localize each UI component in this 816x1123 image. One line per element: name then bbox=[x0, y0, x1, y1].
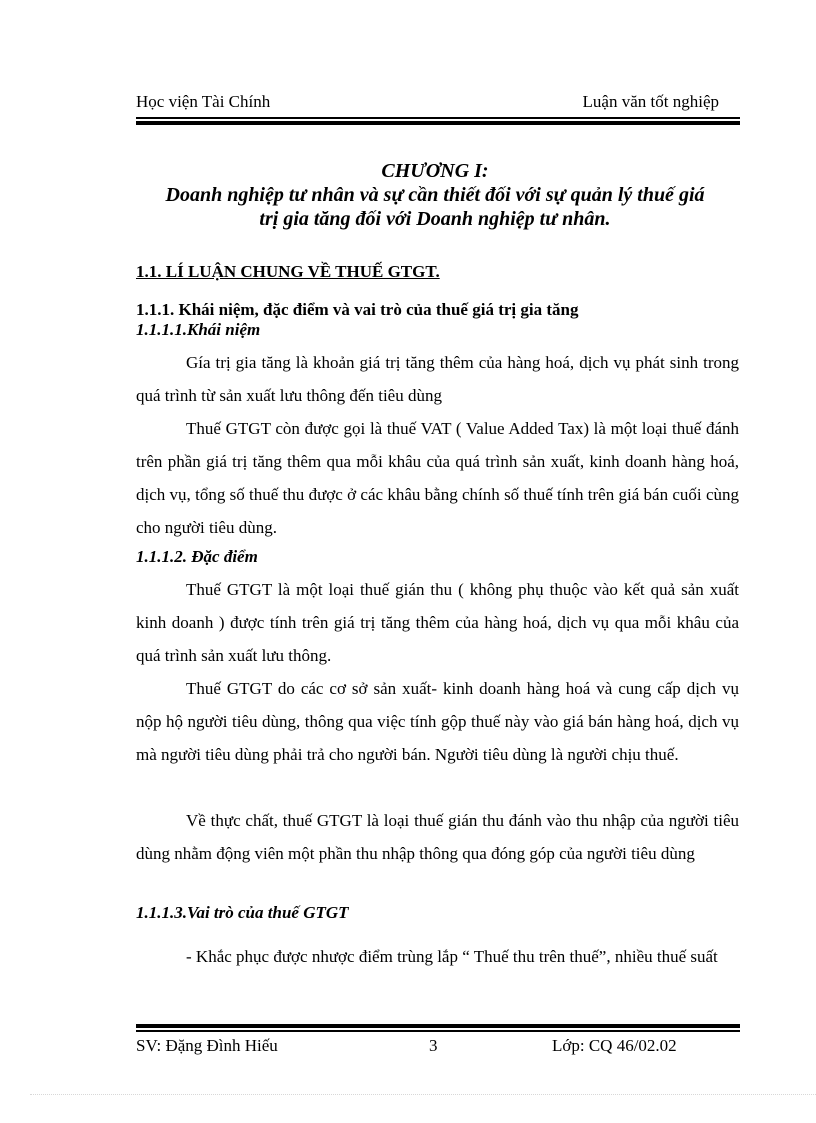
paragraph-khai-niem-2: Thuế GTGT còn được gọi là thuế VAT ( Value Added Tax) là một loại thuế đánh trên phần giá trị tăng thêm qua mỗi khâu của quá trình sản xuất, kinh doanh hàng hoá, dịch vụ, tổng số thuế thu được ở các khâu bằng chính số thuế tính trên giá bán cuối cùng cho người tiêu dùng. bbox=[136, 419, 739, 537]
paragraph-khai-niem-1: Gía trị gia tăng là khoản giá trị tăng thêm của hàng hoá, dịch vụ phát sinh trong quá trình từ sản xuất lưu thông đến tiêu dùng bbox=[136, 353, 739, 405]
footer-page-number: 3 bbox=[429, 1036, 438, 1055]
header-rule-thick bbox=[136, 121, 740, 125]
paragraph-dac-diem-2: Thuế GTGT do các cơ sở sản xuất- kinh doanh hàng hoá và cung cấp dịch vụ nộp hộ người tiêu dùng, thông qua việc tính gộp thuế này vào giá bán hàng hoá, dịch vụ mà người tiêu dùng phải trả cho người bán. Người tiêu dùng là người chịu thuế. bbox=[136, 679, 739, 764]
chapter-subtitle-line1: Doanh nghiệp tư nhân và sự cần thiết đối với sự quản lý thuế giá bbox=[165, 184, 705, 206]
heading-1-1-1-1: 1.1.1.1.Khái niệm bbox=[136, 320, 261, 339]
header-rule-thin bbox=[136, 117, 740, 119]
chapter-title: CHƯƠNG I: bbox=[381, 160, 489, 182]
page-header bbox=[136, 92, 739, 116]
paragraph-dac-diem-3: Về thực chất, thuế GTGT là loại thuế gián thu đánh vào thu nhập của người tiêu dùng nhằm động viên một phần thu nhập thông qua đóng góp của người tiêu dùng bbox=[136, 811, 739, 863]
footer-rule-thin bbox=[136, 1030, 740, 1032]
chapter-subtitle-line2: trị gia tăng đối với Doanh nghiệp tư nhân. bbox=[259, 208, 611, 230]
heading-1-1-1-2: 1.1.1.2. Đặc điểm bbox=[136, 547, 258, 566]
footer-rule-thick bbox=[136, 1024, 740, 1028]
paragraph-vai-tro-1: - Khắc phục được nhược điểm trùng lắp “ Thuế thu trên thuế”, nhiều thuế suất bbox=[186, 947, 718, 966]
page-bottom-border bbox=[30, 1094, 816, 1095]
section-heading-1-1: 1.1. LÍ LUẬN CHUNG VỀ THUẾ GTGT. bbox=[136, 262, 440, 281]
header-institution: Học viện Tài Chính bbox=[136, 92, 271, 111]
heading-1-1-1-3: 1.1.1.3.Vai trò của thuế GTGT bbox=[136, 903, 349, 922]
header-doc-type: Luận văn tốt nghiệp bbox=[582, 92, 719, 111]
footer-student-name: SV: Đặng Đình Hiếu bbox=[136, 1036, 278, 1055]
subsection-heading-1-1-1: 1.1.1. Khái niệm, đặc điểm và vai trò của thuế giá trị gia tăng bbox=[136, 300, 579, 319]
paragraph-dac-diem-1: Thuế GTGT là một loại thuế gián thu ( không phụ thuộc vào kết quả sản xuất kinh doanh ) được tính trên giá trị tăng thêm của hàng hoá, dịch vụ qua mỗi khâu của quá trình sản xuất lưu thông. bbox=[136, 580, 739, 665]
footer-class-code: Lớp: CQ 46/02.02 bbox=[552, 1036, 677, 1055]
